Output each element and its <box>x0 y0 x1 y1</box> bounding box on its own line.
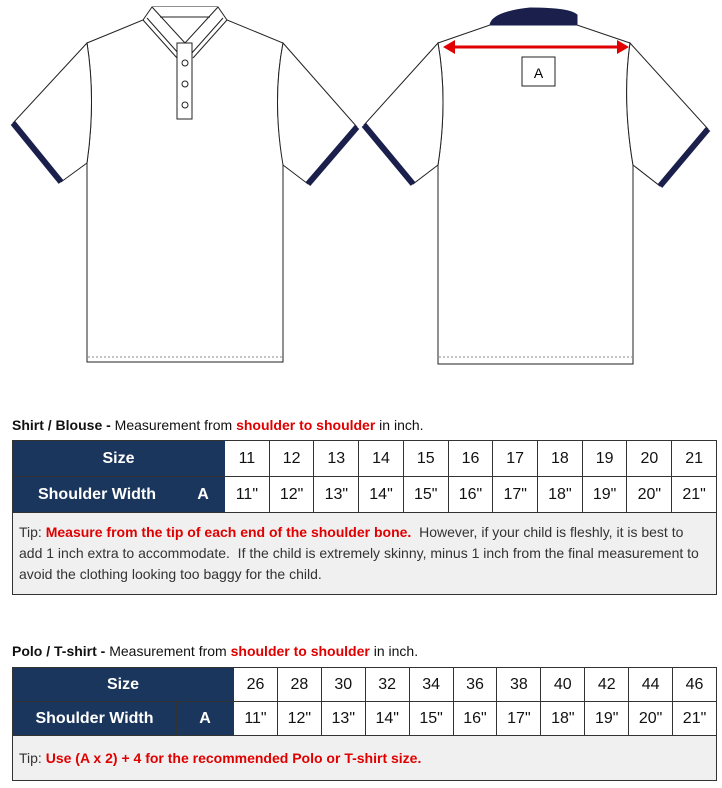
size-value: 38 <box>497 668 541 702</box>
measurement-code: A <box>182 477 225 513</box>
shoulder-width-value: 13" <box>314 477 359 513</box>
shoulder-width-value: 21" <box>673 702 717 736</box>
shoulder-width-value: 11" <box>234 702 278 736</box>
size-value: 20 <box>627 441 672 477</box>
size-header: Size <box>13 441 225 477</box>
size-value: 13 <box>314 441 359 477</box>
front-shirt-drawing <box>13 7 357 362</box>
size-value: 34 <box>409 668 453 702</box>
tip-box <box>13 736 717 781</box>
size-value: 19 <box>582 441 627 477</box>
size-header: Size <box>13 668 234 702</box>
title-text: Measurement from <box>105 643 231 659</box>
size-value: 28 <box>277 668 321 702</box>
size-value: 26 <box>234 668 278 702</box>
shoulder-width-value: 13" <box>321 702 365 736</box>
size-row <box>13 441 717 477</box>
polo-tshirt-size-table <box>12 667 717 781</box>
shoulder-width-value: 16" <box>448 477 493 513</box>
shoulder-width-value: 17" <box>493 477 538 513</box>
tip-label: Tip: <box>19 749 46 766</box>
tip-text: However, if your child is fleshly, it is best to add 1 inch extra to accommodate. If the child is extremely skinny, minus 1 inch from the final measurement to avoid the clothing looking too baggy for the child. <box>19 524 703 582</box>
shoulder-width-value: 14" <box>365 702 409 736</box>
size-value: 40 <box>541 668 585 702</box>
size-value: 11 <box>225 441 270 477</box>
title-text: in inch. <box>375 417 424 433</box>
title-bold: Shirt / Blouse - <box>12 417 111 433</box>
size-value: 21 <box>672 441 717 477</box>
size-value: 17 <box>493 441 538 477</box>
label-a: A <box>533 65 544 81</box>
shoulder-width-row <box>13 702 717 736</box>
shoulder-width-value: 19" <box>582 477 627 513</box>
size-value: 44 <box>629 668 673 702</box>
title-text: in inch. <box>369 643 419 659</box>
size-value: 18 <box>538 441 583 477</box>
shoulder-width-value: 19" <box>585 702 629 736</box>
shoulder-width-header: Shoulder Width <box>13 702 177 736</box>
shoulder-width-value: 11" <box>225 477 270 513</box>
tip-label: Tip: <box>19 524 46 540</box>
shoulder-width-value: 14" <box>359 477 404 513</box>
shoulder-width-value: 18" <box>538 477 583 513</box>
measurement-code: A <box>177 702 234 736</box>
shoulder-width-value: 21" <box>672 477 717 513</box>
size-value: 16 <box>448 441 493 477</box>
size-value: 32 <box>365 668 409 702</box>
size-value: 15 <box>403 441 448 477</box>
title-highlight: shoulder to shoulder <box>230 643 370 659</box>
shirt-blouse-size-table <box>12 440 717 595</box>
shoulder-width-value: 15" <box>403 477 448 513</box>
polo-tshirt-title <box>12 643 418 659</box>
title-text: Measurement from <box>110 417 237 433</box>
tip-highlight: Measure from the tip of each end of the shoulder bone. <box>45 524 412 540</box>
shoulder-width-value: 12" <box>269 477 314 513</box>
title-bold: Polo / T-shirt - <box>12 643 106 659</box>
shoulder-width-row <box>13 477 717 513</box>
tip-box <box>13 513 717 595</box>
shoulder-width-value: 16" <box>453 702 497 736</box>
shoulder-width-header: Shoulder Width <box>13 477 182 513</box>
shoulder-width-value: 20" <box>629 702 673 736</box>
title-highlight: shoulder to shoulder <box>236 417 376 433</box>
size-value: 42 <box>585 668 629 702</box>
size-value: 14 <box>359 441 404 477</box>
shoulder-width-value: 18" <box>541 702 585 736</box>
shoulder-width-value: 12" <box>277 702 321 736</box>
shoulder-width-value: 15" <box>409 702 453 736</box>
size-row <box>13 668 717 702</box>
size-value: 46 <box>673 668 717 702</box>
shoulder-width-value: 20" <box>627 477 672 513</box>
tip-highlight: Use (A x 2) + 4 for the recommended Polo or T-shirt size. <box>45 749 422 766</box>
shirt-blouse-title <box>12 417 424 433</box>
size-value: 30 <box>321 668 365 702</box>
shoulder-width-value: 17" <box>497 702 541 736</box>
size-value: 12 <box>269 441 314 477</box>
size-value: 36 <box>453 668 497 702</box>
